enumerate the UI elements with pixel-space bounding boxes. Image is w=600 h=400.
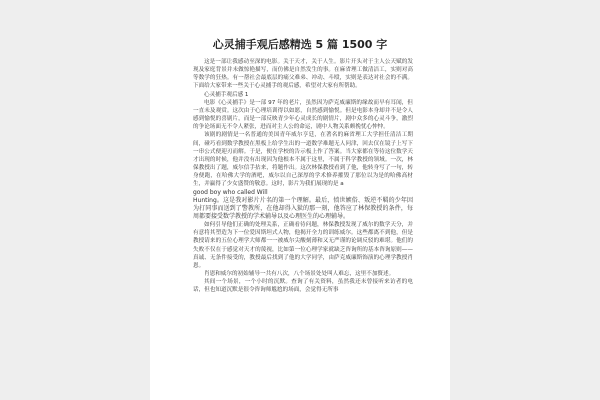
paragraph: good boy who called Will: [193, 188, 268, 196]
paragraph: 如何引导他们正确的处理关系，正确看待问题，林保教授发现了威尔的数学天分，并有意将其塑造为下一位爱因斯坦式人物，他揭开全力的训练威尔。这些都离不到他，但是教授请来的五位心理学大师都一一被威尔尖酸刻薄和又无严谨的论调反驳的难堪。他们的失败不仅在于感觉对天才的蔑视，比如第一位心理学家就缺乏咨询所的基本咨询原则——真诚、无条件接受的，教授最后找到了他的大学同学，由萨克威廉斯饰演的心理学教授肖恩。: [193, 222, 413, 269]
paragraph: 电影《心灵捕手》是一部 97 年的老片，虽然因为萨克威廉斯的缘故而早有耳闻，但一直未及观赏。这次由于心理培训得以如愿，自然感到愉悦。但是电影本身却并不是令人感到愉悦的喜剧片，而是一部反映青少年心灵成长的剧情片，剧中众多的心灵斗争，激烈的争论场面无不令人紧张，进而对主人公的命运，剧中人物关系颇挽忧心忡忡。: [193, 99, 413, 131]
document-page: [150, 0, 450, 400]
document-body: [193, 58, 413, 295]
paragraph: 肖恩和威尔的初始辅导一共有八次，八个场景处处叫人难忘，这里不加赘述。: [204, 271, 395, 278]
section-heading: 心灵捕手观后感 1: [204, 91, 249, 98]
paragraph: 该剧的剧情是一名普通的美国青年威尔亨廷，在著名的麻省理工大学担任清洁工期间，碰巧看到数学教授在黑板上给学生出的一道数学难题无人问津，回去仅在镜子上写下一串公式便迎刃而解。于是，便在学校的告示板上作了答案。当大家都在等待这位数学天才出现的时候，他并没有出现因为他根本不属于这里，不属于科学教授的领域。一次，林保教授出了题，威尔信手拈来，将题作出。这次林保教授看到了他，他转身写了一句，转身便跑，在哈佛大学的酒吧，威尔以自己深厚的学术修养摧毁了那位以为是的哈佛高材生，并赢得了少女盛赞的敬意。这时，影片为我们展现的是 a: [193, 132, 413, 188]
paragraph: 这是一部让我感动至深的电影。关于天才，关于人生。影片开头对于主人公天赋的发现及家庭背景并未做惊艳描写，而仿佛是自然发生的事。在麻省理工做清洁工，实则对高等数学的狂热。有一帮社会最底层的痛父难弟、冲动、斗殴，实则是表达对社会的不满。下面给大家带来一些关于心灵捕手的观后感，希望对大家有所帮助。: [193, 59, 413, 90]
paragraph: Hunting。这是我对影片片名的第一个理解。最后，愤世嫉俗、叛逆不羁的少年因为打同事而送到了警教所，在他却得入狱的那一刻，他答应了林保教授的条件，每周都要接受数学教授的学术辅导以及心理医生的心理辅导。: [193, 196, 413, 220]
document-title: 心灵捕手观后感精选 5 篇 1500 字: [212, 38, 388, 51]
paragraph: 其间一个场景，一个小时的沉默。查询了有关资料，虽然我还未曾接听来访者的电话，但也知道沉默是很令咨询师尴尬的场面，会觉得无所事: [193, 279, 413, 294]
